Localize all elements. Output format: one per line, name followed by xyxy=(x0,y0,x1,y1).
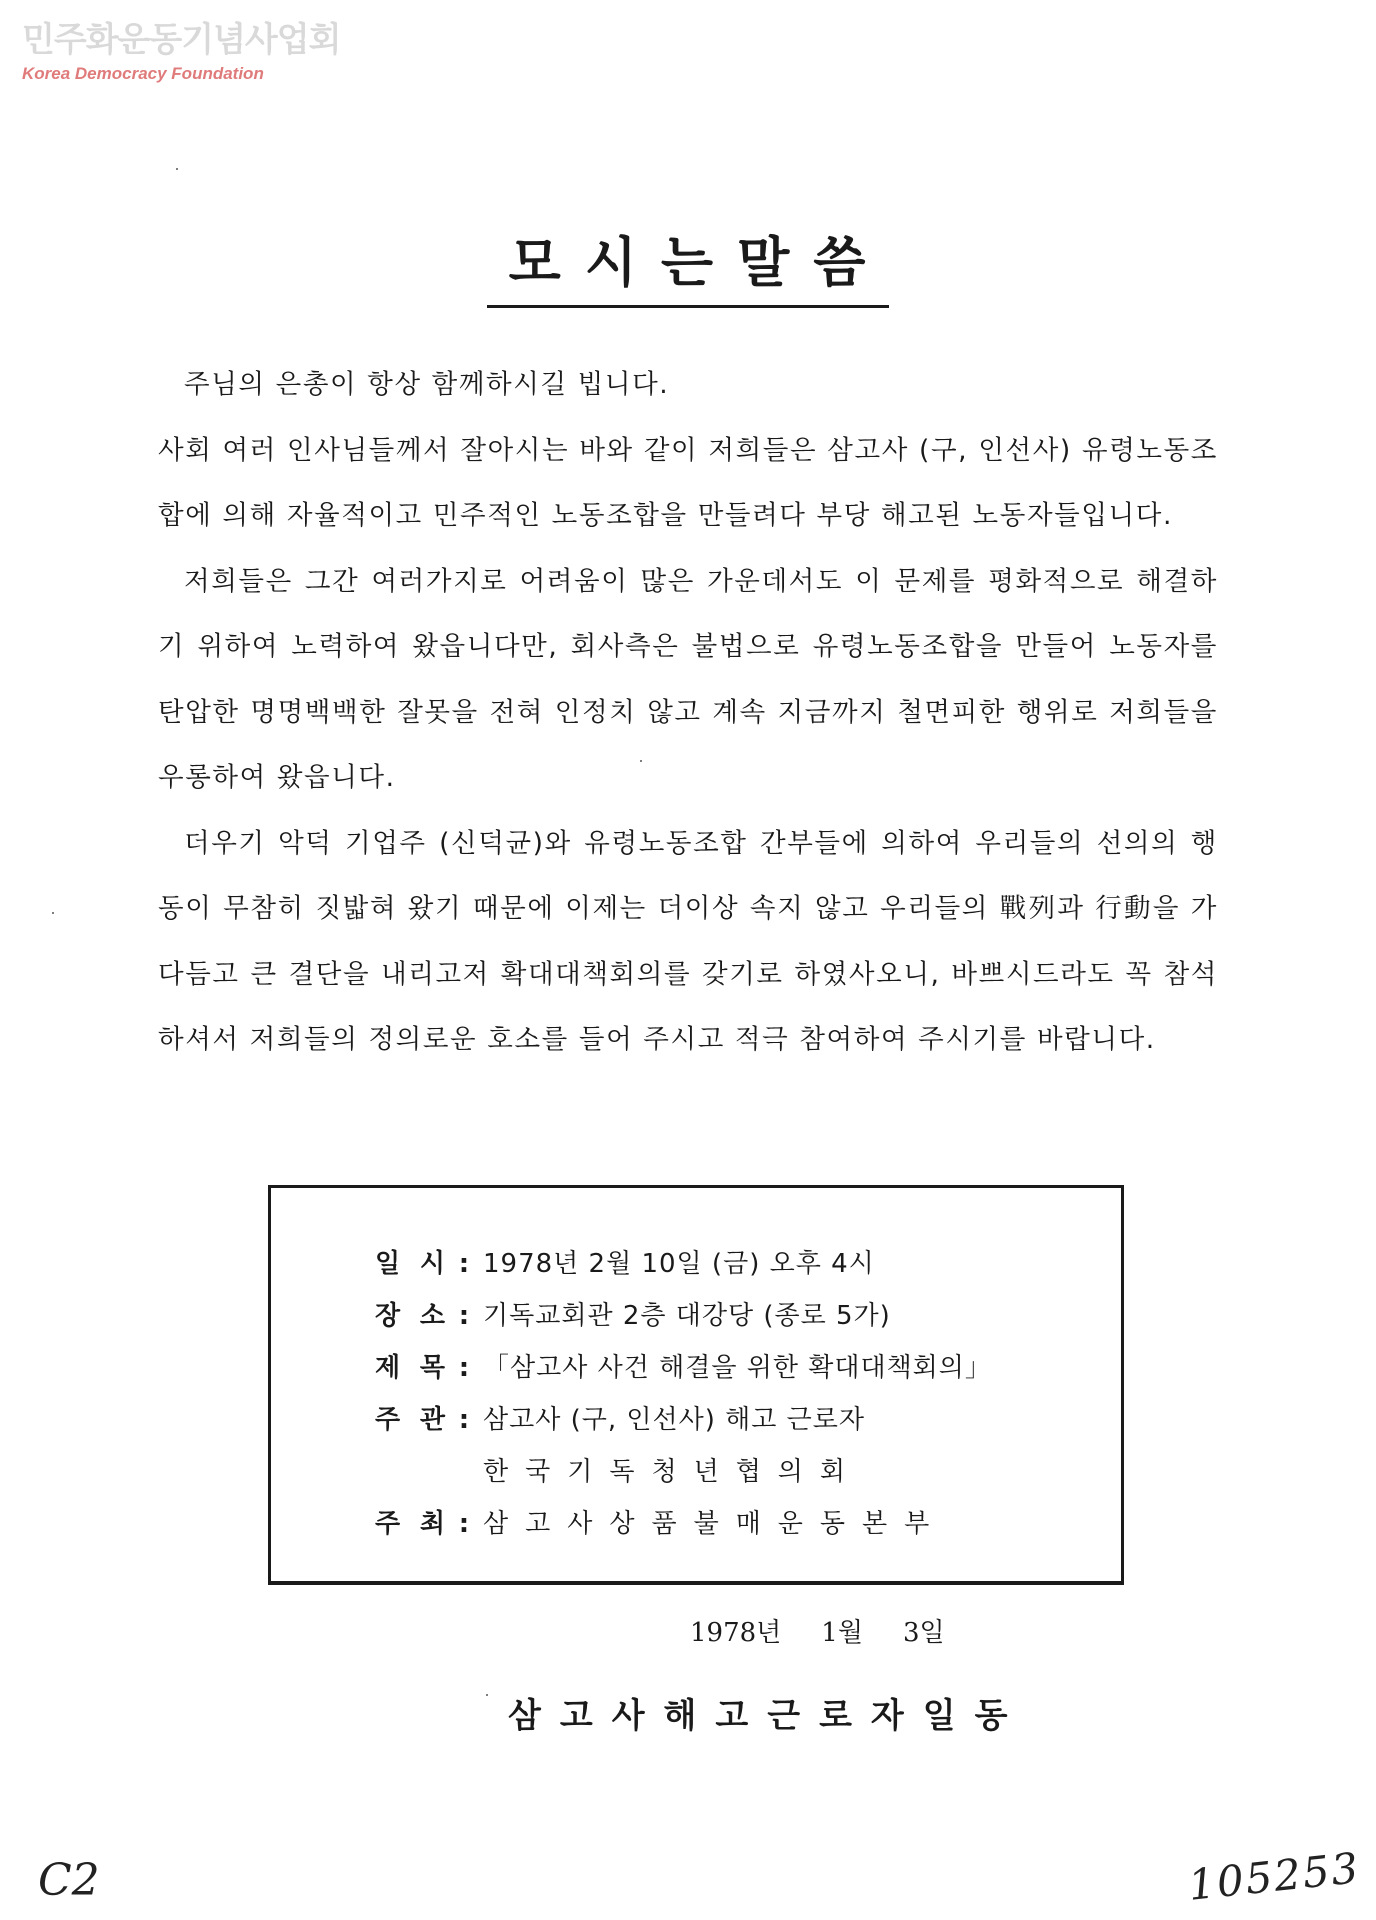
detail-row-subject xyxy=(375,1342,992,1394)
detail-colon: : xyxy=(458,1353,470,1383)
detail-value-subject: 「삼고사 사건 해결을 위한 확대대책회의」 xyxy=(483,1353,992,1383)
detail-row-organizer-2 xyxy=(375,1446,992,1498)
detail-row-place xyxy=(375,1290,992,1342)
detail-row-host xyxy=(375,1498,992,1550)
detail-label: 제 목 xyxy=(375,1353,445,1383)
handwritten-note-right: 105253 xyxy=(1185,1843,1363,1910)
detail-value-datetime: 1978년 2월 10일 (금) 오후 4시 xyxy=(483,1249,875,1279)
event-details xyxy=(375,1238,992,1550)
paragraph-3: 더우기 악덕 기업주 (신덕균)와 유령노동조합 간부들에 의하여 우리들의 선의의 행동이 무참히 짓밟혀 왔기 때문에 이제는 더이상 속지 않고 우리들의 戰列과 行動을 가다듬고 큰 결단을 내리고저 확대대책회의를 갖기로 하였사오니, 바쁘시드라도 꼭 참석하셔서 저희들의 정의로운 호소를 들어 주시고 적극 참여하여 주시기를 바랍니다. xyxy=(158,827,1218,1055)
greeting: 주님의 은총이 항상 함께하시길 빕니다. xyxy=(184,369,670,400)
detail-value-organizer-2: 한국기독청년협의회 xyxy=(483,1457,863,1487)
scan-speck xyxy=(486,1694,488,1696)
paragraph-2: 저희들은 그간 여러가지로 어려움이 많은 가운데서도 이 문제를 평화적으로 해결하기 위하여 노력하여 왔읍니다만, 회사측은 불법으로 유령노동조합을 만들어 노동자를 탄압한 명명백백한 잘못을 전혀 인정치 않고 계속 지금까지 철면피한 행위로 저희들을 우롱하여 왔읍니다. xyxy=(158,565,1218,793)
detail-row-datetime xyxy=(375,1238,992,1290)
detail-label: 주 최 xyxy=(375,1509,445,1539)
detail-value-place: 기독교회관 2층 대강당 (종로 5가) xyxy=(483,1301,891,1331)
document-title: 모시는말씀 xyxy=(487,220,890,308)
watermark-korean: 민주화운동기념사업회 xyxy=(22,20,341,60)
detail-colon: : xyxy=(458,1249,470,1279)
letter-body xyxy=(158,352,1218,1073)
scan-speck xyxy=(176,168,178,170)
watermark-english: Korea Democracy Foundation xyxy=(22,64,264,83)
detail-label-empty xyxy=(375,1446,445,1498)
detail-colon-empty xyxy=(445,1446,483,1498)
document-date xyxy=(690,1612,945,1649)
date-day: 3일 xyxy=(902,1618,945,1648)
scan-speck xyxy=(640,760,642,762)
detail-label: 일 시 xyxy=(375,1249,445,1279)
date-year: 1978년 xyxy=(690,1618,782,1648)
scan-speck xyxy=(52,912,54,914)
detail-colon: : xyxy=(458,1301,470,1331)
detail-value-organizer: 삼고사 (구, 인선사) 해고 근로자 xyxy=(483,1405,866,1435)
signature: 삼고사해고근로자일동 xyxy=(508,1696,1027,1736)
event-details-box xyxy=(268,1185,1124,1585)
document-title-wrapper xyxy=(0,220,1376,308)
handwritten-note-left: C2 xyxy=(38,1855,100,1906)
date-month: 1월 xyxy=(821,1618,863,1648)
detail-label: 장 소 xyxy=(375,1301,445,1331)
detail-value-host: 삼고사상품불매운동본부 xyxy=(483,1509,947,1539)
watermark xyxy=(22,20,340,84)
detail-colon: : xyxy=(458,1509,470,1539)
detail-row-organizer xyxy=(375,1394,992,1446)
paragraph-1: 사회 여러 인사님들께서 잘아시는 바와 같이 저희들은 삼고사 (구, 인선사) 유령노동조합에 의해 자율적이고 민주적인 노동조합을 만들려다 부당 해고된 노동자들입니다. xyxy=(158,434,1218,531)
detail-colon: : xyxy=(458,1405,470,1435)
detail-label: 주 관 xyxy=(375,1405,445,1435)
